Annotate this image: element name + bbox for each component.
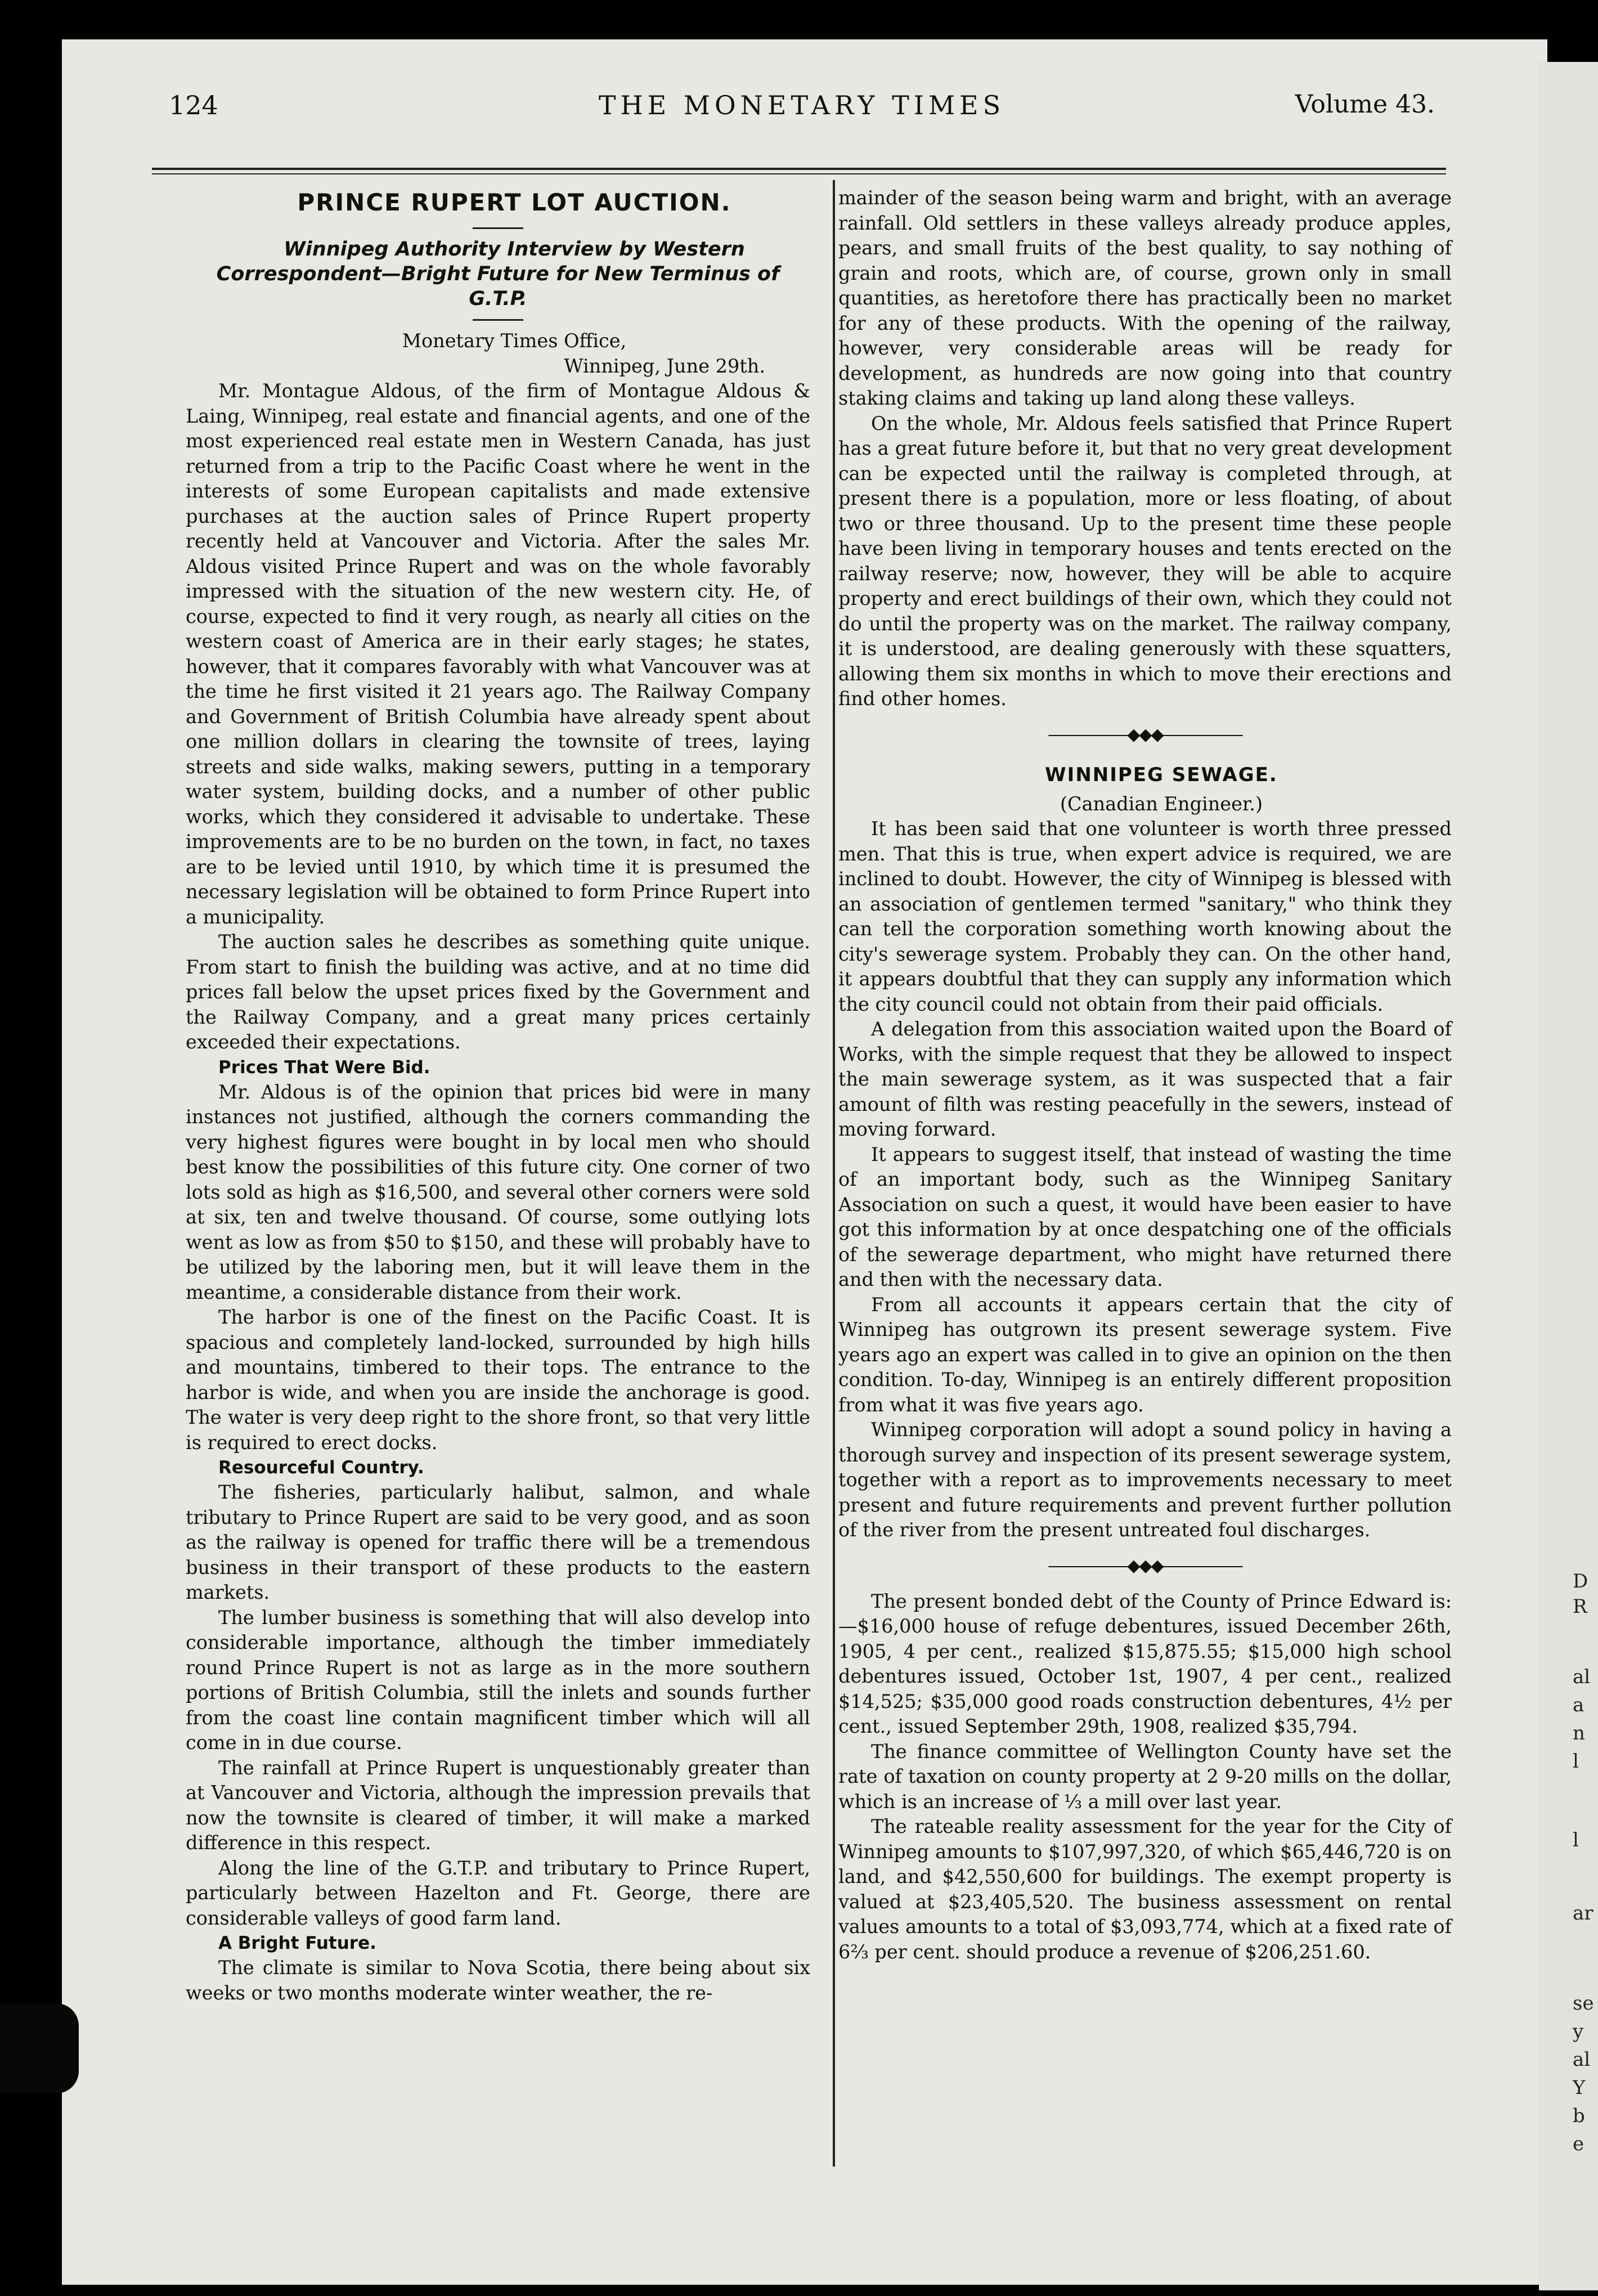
adjacent-fragment: ar	[1573, 1902, 1593, 1925]
paragraph: The harbor is one of the finest on the Pacific Coast. It is spacious and completely land-locked, surrounded by high hills and mountains, timbered to their tops. The entrance to the harbor is wide, and when you are inside the anchorage is good. The water is very deep right to the shore front, so that very little is required to erect docks.	[186, 1306, 810, 1454]
adjacent-fragment: e	[1573, 2133, 1584, 2155]
paragraph: Along the line of the G.T.P. and tributary to Prince Rupert, particularly between Hazelton and Ft. George, there are considerable valleys of good farm land.	[186, 1856, 810, 1929]
adjacent-fragment: a	[1573, 1694, 1584, 1716]
paragraph: The fisheries, particularly halibut, salmon, and whale tributary to Prince Rupert are said to be very good, and as soon as the railway is opened for traffic there will be a tremendous business in their transport of these products to the eastern markets.	[186, 1481, 810, 1603]
adjacent-fragment: l	[1573, 1750, 1579, 1773]
paragraph: The finance committee of Wellington County have set the rate of taxation on county property at 2 9-20 mills on the dollar, which is an increase of ⅓ a mill over last year.	[838, 1740, 1452, 1813]
left-column	[186, 186, 810, 2006]
paragraph-continued: mainder of the season being warm and bright, with an average rainfall. Old settlers in these valleys already produce apples, pears, and small fruits of the best quality, to say nothing of grain and roots, which are, of course, grown only in small quantities, as heretofore there has practically been no market for any of these products. With the opening of the railway, however, very considerable areas will be ready for development, as hundreds are now going into that country staking claims and taking up land along these valleys.	[838, 187, 1452, 409]
article-source: (Canadian Engineer.)	[1060, 792, 1263, 815]
paragraph: On the whole, Mr. Aldous feels satisfied that Prince Rupert has a great future before it, but that no very great development can be expected until the railway is completed through, at present there is a population, more or less floating, of about two or three thousand. Up to the present time these people have been living in temporary houses and tents erected on the railway reserve; now, however, they will be able to acquire property and erect buildings of their own, which they could not do until the property was on the market. The railway company, it is understood, are dealing generously with these squatters, allowing them six months in which to move their erections and find other homes.	[838, 412, 1452, 710]
paragraph: The rateable reality assessment for the year for the City of Winnipeg amounts to $107,997,320, of which $65,446,720 is on land, and $42,550,600 for buildings. The exempt property is valued at $23,405,520. The business assessment on rental values amounts to a total of $3,093,774, which at a fixed rate of 6⅔ per cent. should produce a revenue of $206,251.60.	[838, 1815, 1452, 1963]
paragraph: It appears to suggest itself, that instead of wasting the time of an important body, such as the Winnipeg Sanitary Association on such a quest, it would have been easier to have got this information by at once despatching one of the officials of the sewerage department, who might have returned there and then with the necessary data.	[838, 1143, 1452, 1290]
header-rule	[152, 168, 1446, 170]
dateline-office: Monetary Times Office,	[402, 330, 627, 352]
paragraph: Mr. Montague Aldous, of the firm of Montague Aldous & Laing, Winnipeg, real estate and financial agents, and one of the most experienced real estate men in Western Canada, has just returned from a trip to the Pacific Coast where he went in the interests of some European capitalists and made extensive purchases at the auction sales of Prince Rupert property recently held at Vancouver and Victoria. After the sales Mr. Aldous visited Prince Rupert and was on the whole favorably impressed with the situation of the new western city. He, of course, expected to find it very rough, as nearly all cities on the western coast of America are in their early stages; he states, however, that it compares favorably with what Vancouver was at the time he first visited it 21 years ago. The Railway Company and Government of British Columbia have already spent about one million dollars in clearing the townsite of trees, laying streets and side walks, making sewers, putting in a temporary water system, building docks, and a number of other public works, which they considered it advisable to undertake. These improvements are to be no burden on the town, in fact, no taxes are to be levied until 1910, by which time it is presumed the necessary legislation will be obtained to form Prince Rupert into a municipality.	[186, 380, 810, 928]
publication-title: THE MONETARY TIMES	[598, 90, 1006, 120]
adjacent-fragment: se	[1573, 1992, 1594, 2015]
article-headline: WINNIPEG SEWAGE.	[1045, 763, 1278, 786]
adjacent-fragment: al	[1573, 2048, 1591, 2071]
paragraph: The present bonded debt of the County of Prince Edward is:—$16,000 house of refuge debentures, issued December 26th, 1905, 4 per cent., realized $15,875.55; $15,000 high school debentures issued, October 1st, 1907, 4 per cent., realized $14,525; $35,000 good roads construction debentures, 4½ per cent., issued September 29th, 1908, realized $35,794.	[838, 1590, 1452, 1737]
adjacent-fragment: l	[1573, 1829, 1579, 1851]
adjacent-fragment: b	[1573, 2105, 1585, 2127]
paragraph: The auction sales he describes as something quite unique. From start to finish the building was active, and at no time did prices fall below the upset prices fixed by the Government and the Railway Company, and a great many prices certainly exceeded their expectations.	[186, 931, 810, 1053]
adjacent-fragment: al	[1573, 1666, 1591, 1688]
right-column	[838, 186, 1452, 1965]
adjacent-fragment: D	[1573, 1570, 1588, 1593]
paragraph: Winnipeg corporation will adopt a sound policy in having a thorough survey and inspection of its present sewerage system, together with a report as to improvements necessary to meet present and future requirements and prevent further pollution of the river from the present untreated foul discharges.	[838, 1419, 1452, 1541]
adjacent-fragment: Y	[1573, 2077, 1586, 2099]
dateline-date: Winnipeg, June 29th.	[564, 355, 765, 377]
volume-label: Volume 43.	[1295, 90, 1435, 119]
ornament-divider: ―――――◆◆◆―――――	[1048, 724, 1242, 745]
binding-clip	[0, 2003, 79, 2093]
short-rule	[473, 319, 523, 321]
running-header	[169, 90, 1435, 135]
paragraph: A delegation from this association waited upon the Board of Works, with the simple request that they be allowed to inspect the main sewerage system, as it was suspected that a fair amount of filth was resting peacefully in the sewers, instead of moving forward.	[838, 1018, 1452, 1140]
article-subheadline: Winnipeg Authority Interview by Western Correspondent—Bright Future for New Terminus of G.T.P.	[216, 238, 780, 310]
adjacent-page-edge	[1539, 62, 1598, 2290]
paragraph: From all accounts it appears certain that the city of Winnipeg has outgrown its present sewerage system. Five years ago an expert was called in to give an opinion on the then condition. To-day, Winnipeg is an entirely different proposition from what it was five years ago.	[838, 1293, 1452, 1416]
paragraph: The rainfall at Prince Rupert is unquestionably greater than at Vancouver and Victoria, although the impression prevails that now the townsite is cleared of timber, it will make a marked difference in this respect.	[186, 1756, 810, 1854]
paragraph: The lumber business is something that will also develop into considerable importance, although the timber immediately round Prince Rupert is not as large as in the more southern portions of British Columbia, still the inlets and sounds further from the coast line contain magnificent timber which will all come in in due course.	[186, 1606, 810, 1754]
adjacent-fragment: n	[1573, 1722, 1585, 1745]
paragraph: The climate is similar to Nova Scotia, there being about six weeks or two months moderate winter weather, the re-	[186, 1957, 810, 2004]
section-subhead: Prices That Were Bid.	[218, 1057, 430, 1078]
paragraph: Mr. Aldous is of the opinion that prices bid were in many instances not justified, although the corners commanding the very highest figures were bought in by local men who should best know the possibilities of this future city. One corner of two lots sold as high as $16,500, and several other corners were sold at six, ten and twelve thousand. Of course, some outlying lots went as low as from $50 to $150, and these will probably have to be utilized by the laboring men, but it will leave them in the meantime, a considerable distance from their work.	[186, 1080, 810, 1303]
section-subhead: A Bright Future.	[218, 1933, 376, 1953]
paragraph: It has been said that one volunteer is worth three pressed men. That this is true, when expert advice is required, we are inclined to doubt. However, the city of Winnipeg is blessed with an association of gentlemen termed "sanitary," who think they can tell the corporation something worth knowing about the city's sewerage system. Probably they can. On the other hand, it appears doubtful that they can supply any information which the city council could not obtain from their paid officials.	[838, 818, 1452, 1015]
short-rule	[473, 227, 523, 229]
adjacent-fragment: R	[1573, 1595, 1587, 1618]
page-number: 124	[169, 90, 218, 120]
ornament-divider: ―――――◆◆◆―――――	[1048, 1555, 1242, 1576]
article-headline: PRINCE RUPERT LOT AUCTION.	[297, 189, 731, 216]
header-rule-thin	[152, 173, 1446, 174]
column-divider	[833, 180, 835, 2167]
adjacent-fragment: y	[1573, 2020, 1584, 2043]
section-subhead: Resourceful Country.	[218, 1458, 424, 1478]
